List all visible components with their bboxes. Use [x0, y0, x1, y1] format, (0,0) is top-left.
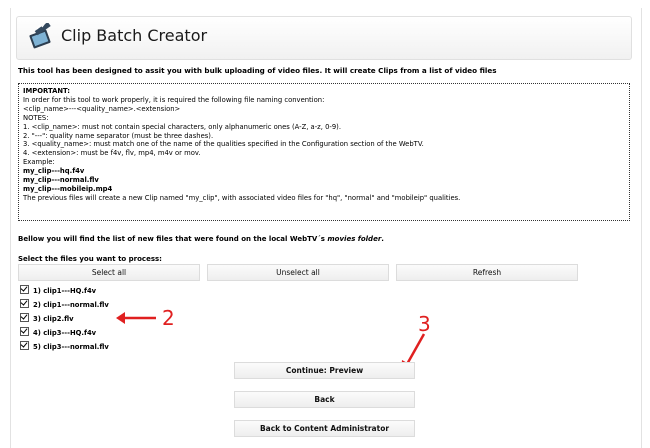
intro-text: This tool has been designed to assit you with bulk uploading of video files. It will create Clips from a list of video files — [18, 66, 497, 75]
unselect-all-button[interactable]: Unselect all — [207, 264, 389, 281]
refresh-button[interactable]: Refresh — [396, 264, 578, 281]
annotation-arrow-2 — [116, 306, 156, 331]
found-files-text — [18, 235, 384, 243]
file-label: 4) clip3---HQ.f4v — [33, 329, 97, 337]
note-line: 4. <extension>: must be f4v, flv, mp4, m4v or mov. — [23, 149, 201, 158]
file-checkbox[interactable] — [20, 327, 29, 336]
note-line: NOTES: — [23, 113, 49, 122]
page-header — [16, 16, 632, 60]
note-line: IMPORTANT: — [23, 87, 71, 95]
file-checkbox[interactable] — [20, 313, 29, 322]
file-list-item[interactable] — [20, 341, 109, 352]
annotation-number-2: 2 — [162, 306, 175, 330]
note-line: In order for this tool to work properly, it is required the following file naming convention: — [23, 95, 325, 104]
found-files-label: Bellow you will find the list of new files that were found on the local WebTV´s — [18, 235, 328, 243]
file-label: 2) clip1---normal.flv — [33, 301, 109, 309]
note-line: my_clip---hq.f4v — [23, 167, 85, 176]
back-button[interactable]: Back — [234, 391, 415, 408]
file-list-item[interactable] — [20, 285, 96, 296]
movies-folder-label: movies folder — [327, 235, 382, 243]
note-line: The previous files will create a new Clip named "my_clip", with associated video files for "hq", "normal" and "mobileip" qualities. — [23, 193, 461, 202]
note-line: my_clip---normal.flv — [23, 176, 99, 185]
select-all-button[interactable]: Select all — [18, 264, 200, 281]
note-line: my_clip---mobileip.mp4 — [23, 184, 113, 193]
annotation-number-3: 3 — [418, 312, 431, 336]
select-files-label: Select the files you want to process: — [18, 255, 162, 263]
continue-preview-button[interactable]: Continue: Preview — [234, 362, 415, 379]
note-line: 3. <quality_name>: must match one of the name of the qualities specified in the Configuration section of the WebTV. — [23, 140, 424, 149]
note-line: <clip_name>---<quality_name>.<extension> — [23, 104, 181, 113]
found-files-end: . — [381, 235, 384, 243]
file-checkbox[interactable] — [20, 299, 29, 308]
note-line: 2. "---": quality name separator (must be three dashes). — [23, 131, 214, 140]
file-checkbox[interactable] — [20, 285, 29, 294]
file-checkbox[interactable] — [20, 341, 29, 350]
page-title: Clip Batch Creator — [61, 26, 208, 45]
file-list-item[interactable] — [20, 327, 96, 338]
naming-convention-box — [18, 83, 630, 221]
file-label: 3) clip2.flv — [33, 315, 74, 323]
file-list-item[interactable] — [20, 313, 74, 324]
file-list-item[interactable] — [20, 299, 109, 310]
file-label: 5) clip3---normal.flv — [33, 343, 109, 351]
back-to-content-administrator-button[interactable]: Back to Content Administrator — [234, 420, 415, 437]
film-clapper-icon — [27, 23, 55, 51]
file-label: 1) clip1---HQ.f4v — [33, 287, 97, 295]
note-line: Example: — [23, 158, 55, 167]
arrow-left-icon — [116, 306, 156, 326]
note-line: 1. <clip_name>: must not contain special characters, only alphanumeric ones (A-Z, a-z, 0-9). — [23, 122, 341, 131]
